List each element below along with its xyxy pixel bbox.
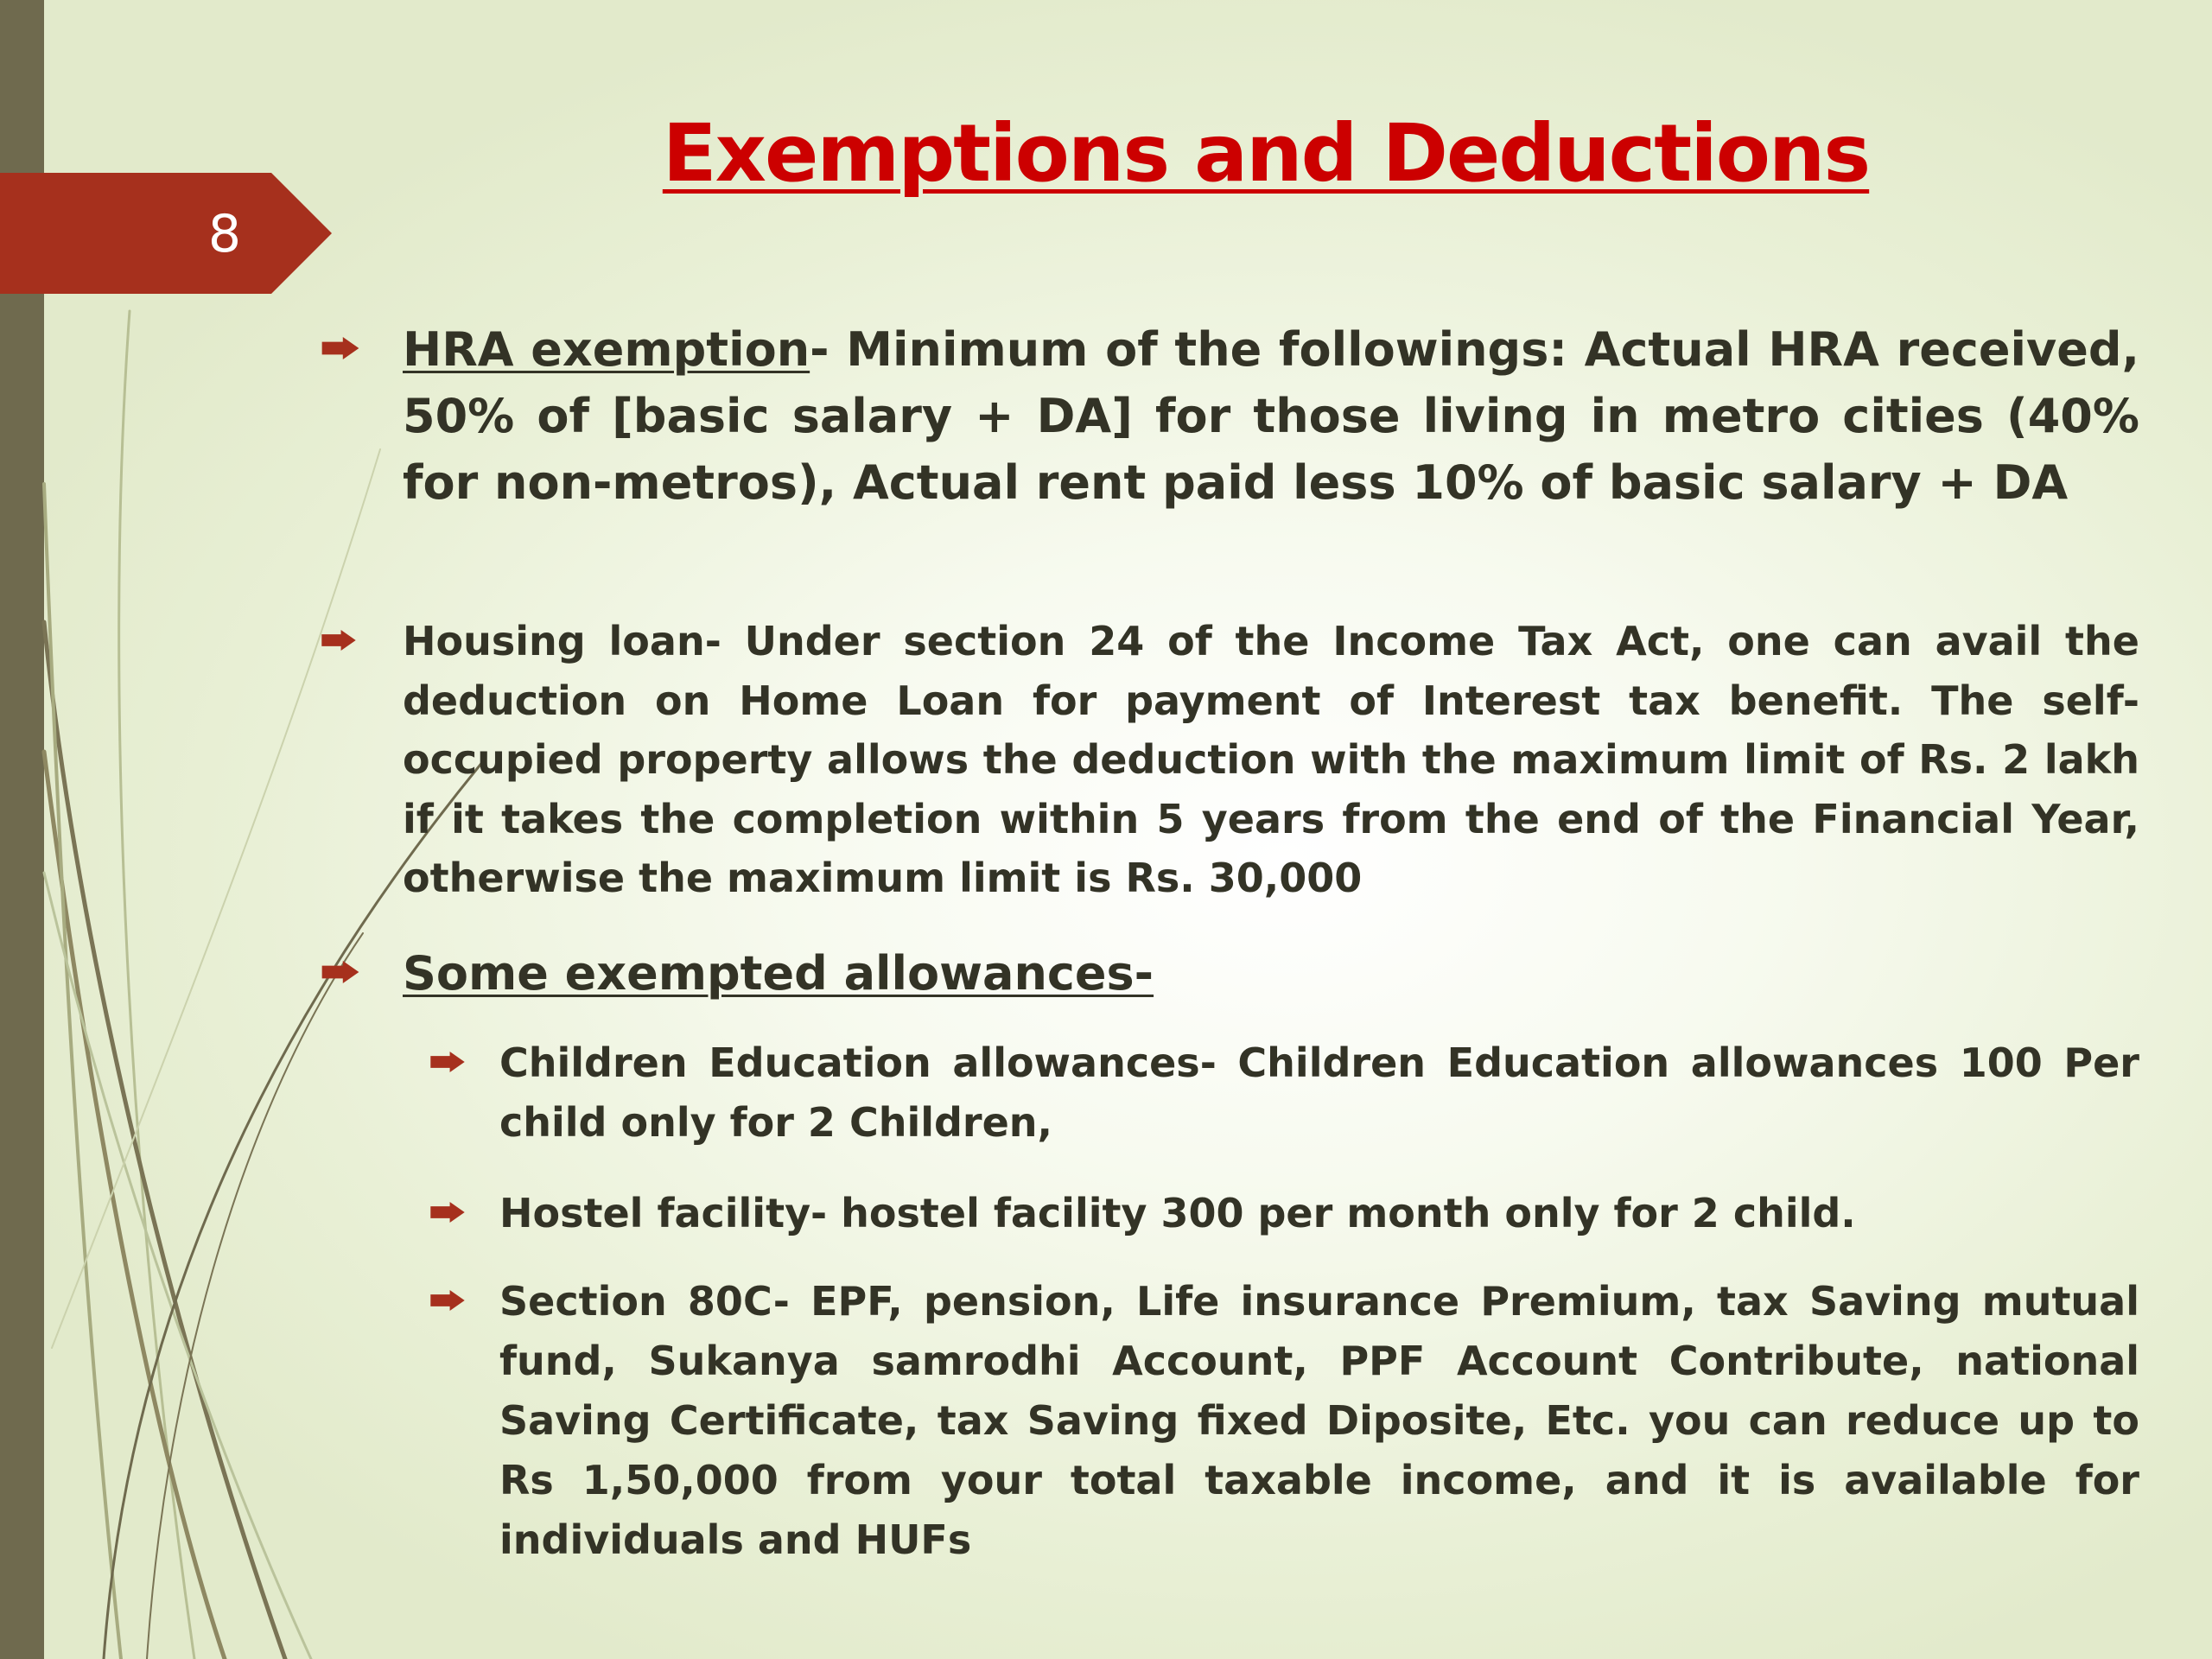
hra-exemption-text: - Minimum of the followings: Actual HRA received, 50% of [basic salary + DA] for those living in metro cities (40% for non-metros), Actual rent paid less 10% of basic salary + DA [403,322,2139,510]
bullet-hra-exemption [403,316,2139,516]
arrow-right-bullet-icon [430,1290,465,1311]
children-education-text: Children Education allowances- Children Education allowances 100 Per child only for 2 Children, [499,1039,2139,1146]
page-number: 8 [207,204,242,264]
hra-exemption-label: HRA exemption [403,322,810,377]
arrow-right-bullet-icon [321,630,356,651]
bullet-exempted-allowances [403,940,2139,1007]
housing-loan-text: Housing loan- Under section 24 of the Income Tax Act, one can avail the deduction on Home Loan for payment of Interest tax benefit. The self-occupied property allows the deduction with the maximum limit of Rs. 2 lakh if it takes the completion within 5 years from the end of the Financial Year, otherwise the maximum limit is Rs. 30,000 [403,618,2139,901]
bullet-housing-loan [403,612,2139,908]
sub-bullet-section-80c [499,1272,2139,1570]
arrow-right-bullet-icon [430,1052,465,1072]
slide-title: Exemptions and Deductions [662,107,1870,200]
arrow-right-bullet-icon [430,1202,465,1223]
arrow-right-bullet-icon [321,337,359,359]
hostel-facility-text: Hostel facility- hostel facility 300 per month only for 2 child. [499,1190,1856,1236]
sub-bullet-children-education [499,1033,2139,1153]
arrow-right-bullet-icon [321,961,359,983]
sub-bullet-hostel-facility [499,1184,2139,1243]
section-80c-text: Section 80C- EPF, pension, Life insurance Premium, tax Saving mutual fund, Sukanya samrodhi Account, PPF Account Contribute, national Saving Certificate, tax Saving fixed Diposite, Etc. you can reduce up to Rs 1,50,000 from your total taxable income, and it is available for individuals and HUFs [499,1278,2139,1563]
exempted-allowances-heading: Some exempted allowances- [403,946,1154,1001]
